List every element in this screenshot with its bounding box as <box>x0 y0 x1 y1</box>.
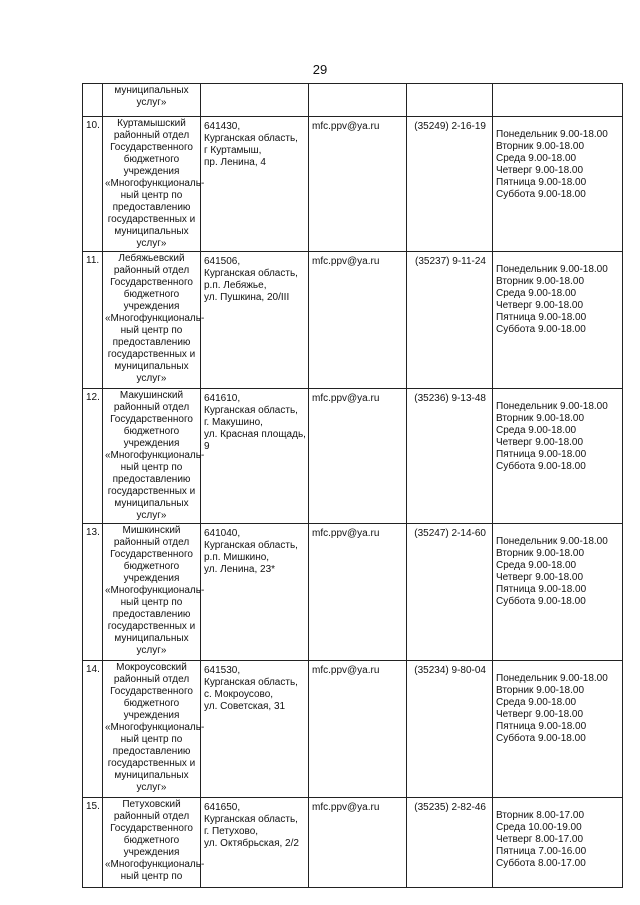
name-line: предоставлению <box>112 609 191 620</box>
address-line: ул. Ленина, 23* <box>204 564 276 575</box>
phone-text: (35249) 2-16-19 <box>414 121 486 132</box>
name-line: ный центр по <box>120 190 183 201</box>
row-number-cell <box>83 798 103 888</box>
name-line: предоставлению <box>112 202 191 213</box>
address-line: г Куртамыш, <box>204 145 262 156</box>
hours-line: Суббота 9.00-18.00 <box>496 461 586 472</box>
phone-text: (35234) 9-80-04 <box>414 665 486 676</box>
address-line: 641040, <box>204 528 241 539</box>
phone-text: (35247) 2-14-60 <box>414 528 486 539</box>
hours-line: Четверг 9.00-18.00 <box>496 572 584 583</box>
name-line: ный центр по <box>120 734 183 745</box>
name-line: Лебяжьевский <box>118 253 185 264</box>
name-line: муниципальных <box>114 498 189 509</box>
name-line: Куртамышский <box>117 118 186 129</box>
name-line: государственных и <box>107 621 196 632</box>
phone-text: (35236) 9-13-48 <box>414 393 486 404</box>
address-cell <box>201 252 309 389</box>
row-number: 11. <box>86 255 100 266</box>
office-name-cell <box>103 661 205 798</box>
address-line: 641430, <box>204 121 241 132</box>
hours-line: Среда 9.00-18.00 <box>496 560 577 571</box>
row-number-cell <box>83 84 103 117</box>
name-line: учреждения <box>123 710 180 721</box>
name-line: муниципальных <box>114 633 189 644</box>
hours-line: Пятница 9.00-18.00 <box>496 449 587 460</box>
address-line: с. Мокроусово, <box>204 689 274 700</box>
hours-line: Вторник 9.00-18.00 <box>496 413 585 424</box>
address-line: г. Макушино, <box>204 417 263 428</box>
row-number-cell <box>83 524 103 661</box>
hours-line: Пятница 9.00-18.00 <box>496 721 587 732</box>
name-line: Государственного <box>110 142 193 153</box>
name-line: Петуховский <box>122 799 181 810</box>
hours-cell <box>493 84 623 117</box>
hours-line: Понедельник 9.00-18.00 <box>496 536 608 547</box>
page-number: 29 <box>312 62 328 77</box>
name-line: районный отдел <box>113 265 190 276</box>
name-line: Макушинский <box>119 390 184 401</box>
name-line: «Многофункциональ- <box>105 450 205 461</box>
office-row <box>83 798 623 888</box>
email-text: mfc.ppv@ya.ru <box>312 256 380 267</box>
name-line: «Многофункциональ- <box>105 722 205 733</box>
hours-line: Пятница 7.00-16.00 <box>496 846 587 857</box>
hours-line: Четверг 9.00-18.00 <box>496 165 584 176</box>
name-line: «Многофункциональ- <box>105 178 205 189</box>
email-text: mfc.ppv@ya.ru <box>312 802 380 813</box>
name-line: учреждения <box>123 573 180 584</box>
address-cell <box>201 389 309 524</box>
hours-line: Вторник 9.00-18.00 <box>496 276 585 287</box>
name-line: бюджетного <box>123 698 180 709</box>
hours-line: Суббота 9.00-18.00 <box>496 596 586 607</box>
address-line: ул. Красная площадь, <box>204 429 306 440</box>
email-text: mfc.ppv@ya.ru <box>312 665 380 676</box>
name-line: бюджетного <box>123 561 180 572</box>
name-line: муниципальных <box>114 226 189 237</box>
address-line: Курганская область, <box>204 677 298 688</box>
address-line: 641530, <box>204 665 241 676</box>
phone-cell <box>407 84 493 117</box>
hours-line: Среда 9.00-18.00 <box>496 425 577 436</box>
hours-line: Суббота 8.00-17.00 <box>496 858 586 869</box>
name-line: Мишкинский <box>122 525 181 536</box>
address-cell <box>201 798 309 888</box>
office-row <box>83 661 623 798</box>
office-row <box>83 524 623 661</box>
hours-cell <box>493 389 623 524</box>
continued-row <box>83 84 623 117</box>
hours-line: Вторник 9.00-18.00 <box>496 548 585 559</box>
address-cell <box>201 117 309 252</box>
phone-cell <box>407 389 493 524</box>
email-text: mfc.ppv@ya.ru <box>312 121 380 132</box>
row-number-cell <box>83 661 103 798</box>
name-line: учреждения <box>123 438 180 449</box>
email-text: mfc.ppv@ya.ru <box>312 393 380 404</box>
hours-line: Четверг 9.00-18.00 <box>496 709 584 720</box>
name-line: муниципальных <box>114 770 189 781</box>
hours-cell <box>493 252 623 389</box>
address-line: 641610, <box>204 393 241 404</box>
hours-line: Вторник 8.00-17.00 <box>496 810 585 821</box>
address-line: Курганская область, <box>204 405 298 416</box>
hours-line: Среда 9.00-18.00 <box>496 288 577 299</box>
row-number: 14. <box>86 664 100 675</box>
name-line: «Многофункциональ- <box>105 859 205 870</box>
address-line: 641650, <box>204 802 241 813</box>
address-line: 9 <box>204 441 210 452</box>
address-cell <box>201 661 309 798</box>
hours-line: Среда 9.00-18.00 <box>496 153 577 164</box>
phone-text: (35237) 9-11-24 <box>415 256 486 267</box>
address-line: Курганская область, <box>204 814 298 825</box>
mfc-offices-table <box>82 83 623 888</box>
hours-line: Понедельник 9.00-18.00 <box>496 401 608 412</box>
row-number-cell <box>83 389 103 524</box>
hours-cell <box>493 524 623 661</box>
hours-line: Четверг 9.00-18.00 <box>496 437 584 448</box>
hours-line: Среда 9.00-18.00 <box>496 697 577 708</box>
name-line: услуг» <box>136 645 167 656</box>
office-row <box>83 117 623 252</box>
email-cell <box>309 84 407 117</box>
email-cell <box>309 389 407 524</box>
address-line: Курганская область, <box>204 133 298 144</box>
name-line: районный отдел <box>113 402 190 413</box>
name-line: предоставлению <box>112 746 191 757</box>
hours-cell <box>493 117 623 252</box>
row-number-cell <box>83 117 103 252</box>
name-line: государственных и <box>107 349 196 360</box>
name-line: ный центр по <box>120 462 183 473</box>
hours-line: Вторник 9.00-18.00 <box>496 141 585 152</box>
hours-line: Пятница 9.00-18.00 <box>496 177 587 188</box>
name-line: бюджетного <box>123 289 180 300</box>
hours-line: Понедельник 9.00-18.00 <box>496 264 608 275</box>
name-line: районный отдел <box>113 130 190 141</box>
name-line: услуг» <box>136 97 167 108</box>
hours-line: Суббота 9.00-18.00 <box>496 733 586 744</box>
hours-line: Пятница 9.00-18.00 <box>496 584 587 595</box>
office-name-cell <box>103 117 205 252</box>
name-line: Государственного <box>110 823 193 834</box>
office-name-cell <box>103 252 205 389</box>
name-line: муниципальных <box>114 361 189 372</box>
address-line: ул. Пушкина, 20/III <box>204 292 290 303</box>
email-cell <box>309 117 407 252</box>
row-number: 13. <box>86 527 100 538</box>
name-line: Государственного <box>110 414 193 425</box>
name-line: районный отдел <box>113 674 190 685</box>
name-line: услуг» <box>136 238 167 249</box>
row-number: 10. <box>86 120 100 131</box>
name-line: государственных и <box>107 486 196 497</box>
address-line: ул. Советская, 31 <box>204 701 286 712</box>
hours-line: Четверг 8.00-17.00 <box>496 834 584 845</box>
hours-line: Понедельник 9.00-18.00 <box>496 129 608 140</box>
phone-cell <box>407 524 493 661</box>
name-line: услуг» <box>136 510 167 521</box>
name-line: предоставлению <box>112 474 191 485</box>
hours-line: Суббота 9.00-18.00 <box>496 324 586 335</box>
hours-line: Вторник 9.00-18.00 <box>496 685 585 696</box>
name-line: государственных и <box>107 758 196 769</box>
name-line: «Многофункциональ- <box>105 313 205 324</box>
name-line: Государственного <box>110 686 193 697</box>
row-number: 12. <box>86 392 100 403</box>
address-line: р.п. Лебяжье, <box>204 280 267 291</box>
name-line: районный отдел <box>113 537 190 548</box>
name-line: Государственного <box>110 549 193 560</box>
email-cell <box>309 524 407 661</box>
name-line: учреждения <box>123 301 180 312</box>
office-name-cell <box>103 84 201 117</box>
name-line: учреждения <box>123 166 180 177</box>
name-line: ный центр по <box>120 325 183 336</box>
phone-cell <box>407 252 493 389</box>
name-line: государственных и <box>107 214 196 225</box>
hours-cell <box>493 798 623 888</box>
address-line: Курганская область, <box>204 268 298 279</box>
name-line: Мокроусовский <box>116 662 187 673</box>
address-line: г. Петухово, <box>204 826 259 837</box>
office-name-cell <box>103 389 205 524</box>
name-line: муниципальных <box>114 85 189 96</box>
name-line: бюджетного <box>123 835 180 846</box>
name-line: бюджетного <box>123 426 180 437</box>
address-line: Курганская область, <box>204 540 298 551</box>
phone-cell <box>407 117 493 252</box>
phone-text: (35235) 2-82-46 <box>414 802 486 813</box>
hours-line: Пятница 9.00-18.00 <box>496 312 587 323</box>
name-line: бюджетного <box>123 154 180 165</box>
row-number-cell <box>83 252 103 389</box>
hours-line: Четверг 9.00-18.00 <box>496 300 584 311</box>
name-line: учреждения <box>123 847 180 858</box>
email-cell <box>309 252 407 389</box>
office-name-cell <box>103 798 205 888</box>
name-line: районный отдел <box>113 811 190 822</box>
email-cell <box>309 661 407 798</box>
office-row <box>83 389 623 524</box>
name-line: ный центр по <box>120 597 183 608</box>
hours-line: Среда 10.00-19.00 <box>496 822 582 833</box>
row-number: 15. <box>86 801 100 812</box>
name-line: «Многофункциональ- <box>105 585 205 596</box>
name-line: ный центр по <box>120 871 183 882</box>
address-cell <box>201 524 309 661</box>
phone-cell <box>407 798 493 888</box>
address-line: р.п. Мишкино, <box>204 552 270 563</box>
name-line: услуг» <box>136 373 167 384</box>
office-name-cell <box>103 524 205 661</box>
email-text: mfc.ppv@ya.ru <box>312 528 380 539</box>
office-row <box>83 252 623 389</box>
hours-cell <box>493 661 623 798</box>
name-line: услуг» <box>136 782 167 793</box>
address-line: 641506, <box>204 256 241 267</box>
hours-line: Суббота 9.00-18.00 <box>496 189 586 200</box>
address-line: пр. Ленина, 4 <box>204 157 266 168</box>
address-cell <box>201 84 309 117</box>
name-line: предоставлению <box>112 337 191 348</box>
address-line: ул. Октябрьская, 2/2 <box>204 838 299 849</box>
phone-cell <box>407 661 493 798</box>
name-line: Государственного <box>110 277 193 288</box>
email-cell <box>309 798 407 888</box>
hours-line: Понедельник 9.00-18.00 <box>496 673 608 684</box>
